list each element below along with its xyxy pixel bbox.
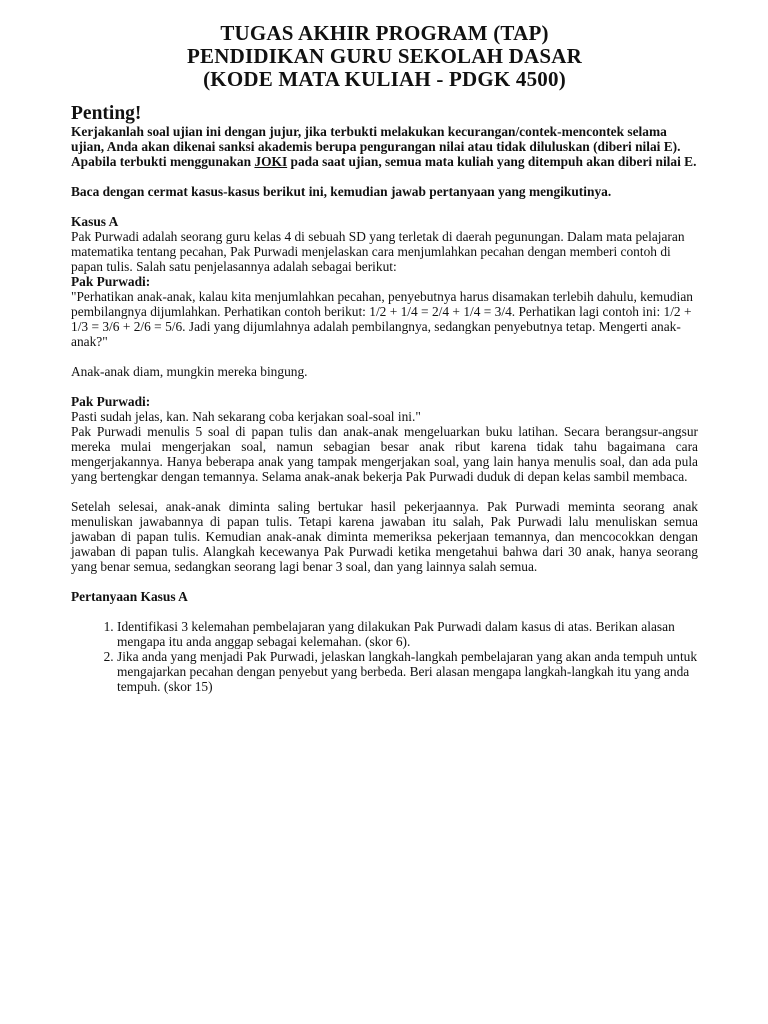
case-a-intro: Pak Purwadi adalah seorang guru kelas 4 di sebuah SD yang terletak di daerah pegunungan. Dalam mata pelajaran matematika tentang pecahan, Pak Purwadi menjelaskan cara menjumlahkan pecahan dengan memberi contoh di papan tulis. Salah satu penjelasannya adalah sebagai berikut: [71,229,685,274]
case-a-heading: Kasus A [71,214,119,229]
case-narrative-1: Pak Purwadi menulis 5 soal di papan tulis dan anak-anak mengeluarkan buku latihan. Secara berangsur-angsur mereka mulai mengerjakan soal, namun sebagian besar anak ribut karena tidak tahu bagaimana cara mengerjakannya. Hanya beberapa anak yang tampak mengerjakan soal, yang lain hanya menulis soal, dan ada pula yang bertengkar dengan temannya. Selama anak-anak bekerja Pak Purwadi duduk di depan kelas sambil membaca. [71,424,698,484]
question-item: 2. Jika anda yang menjadi Pak Purwadi, jelaskan langkah-langkah pembelajaran yang akan anda tempuh untuk mengajarkan pecahan dengan penyebut yang berbeda. Beri alasan mengapa langkah-langkah itu yang anda tempuh. (skor 15) [117,649,698,694]
reading-instruction: Baca dengan cermat kasus-kasus berikut ini, kemudian jawab pertanyaan yang mengikutinya. [71,184,612,199]
exam-title-block [71,22,698,91]
questions-heading: Pertanyaan Kasus A [71,589,188,604]
students-reaction: Anak-anak diam, mungkin mereka bingung. [71,364,308,379]
case-narrative-2: Setelah selesai, anak-anak diminta saling bertukar hasil pekerjaannya. Pak Purwadi meminta seorang anak menuliskan jawabannya di papan tulis. Tetapi karena jawaban itu salah, Pak Purwadi lalu menuliskan semua jawaban di papan tulis. Kemudian anak-anak diminta memeriksa pekerjaan temannya, dan mencocokkan dengan jawaban di papan tulis. Alangkah kecewanya Pak Purwadi ketika mengetahui bahwa dari 30 anak, hanya seorang yang benar semua, sedangkan seorang lagi benar 3 soal, dan yang lainnya salah semua. [71,499,698,574]
questions-section [71,589,698,694]
teacher-quote-2: Pasti sudah jelas, kan. Nah sekarang coba kerjakan soal-soal ini." [71,409,421,424]
speaker-label-1: Pak Purwadi: [71,274,151,289]
title-line-2: PENDIDIKAN GURU SEKOLAH DASAR [187,44,582,68]
question-item: 1. Identifikasi 3 kelemahan pembelajaran yang dilakukan Pak Purwadi dalam kasus di atas. Berikan alasan mengapa itu anda anggap sebagai kelemahan. (skor 6). [117,619,698,649]
title-line-1: TUGAS AKHIR PROGRAM (TAP) [220,21,549,45]
important-heading: Penting! [71,103,142,124]
title-line-3: (KODE MATA KULIAH - PDGK 4500) [203,67,566,91]
important-notice [71,124,698,199]
questions-list [71,619,698,694]
honesty-warning: Kerjakanlah soal ujian ini dengan jujur, jika terbukti melakukan kecurangan/contek-mencontek selama ujian, Anda akan dikenai sanksi akademis berupa pengurangan nilai atau tidak diluluskan (diberi nilai E). [71,124,681,154]
joki-word: JOKI [254,154,288,169]
case-a-section [71,214,698,574]
joki-warning-before: Apabila terbukti menggunakan [71,154,255,169]
speaker-label-2: Pak Purwadi: [71,394,151,409]
teacher-quote-1: "Perhatikan anak-anak, kalau kita menjumlahkan pecahan, penyebutnya harus disamakan terlebih dahulu, kemudian pembilangnya dijumlahkan. Perhatikan contoh berikut: 1/2 + 1/4 = 2/4 + 1/4 = 3/4. Perhatikan lagi contoh ini: 1/2 + 1/3 = 3/6 + 2/6 = 5/6. Jadi yang dijumlahnya adalah pembilangnya, sedangkan penyebutnya tetap. Mengerti anak-anak?" [71,289,693,349]
joki-warning-after: pada saat ujian, semua mata kuliah yang ditempuh akan diberi nilai E. [287,154,697,169]
joki-warning [71,154,698,169]
